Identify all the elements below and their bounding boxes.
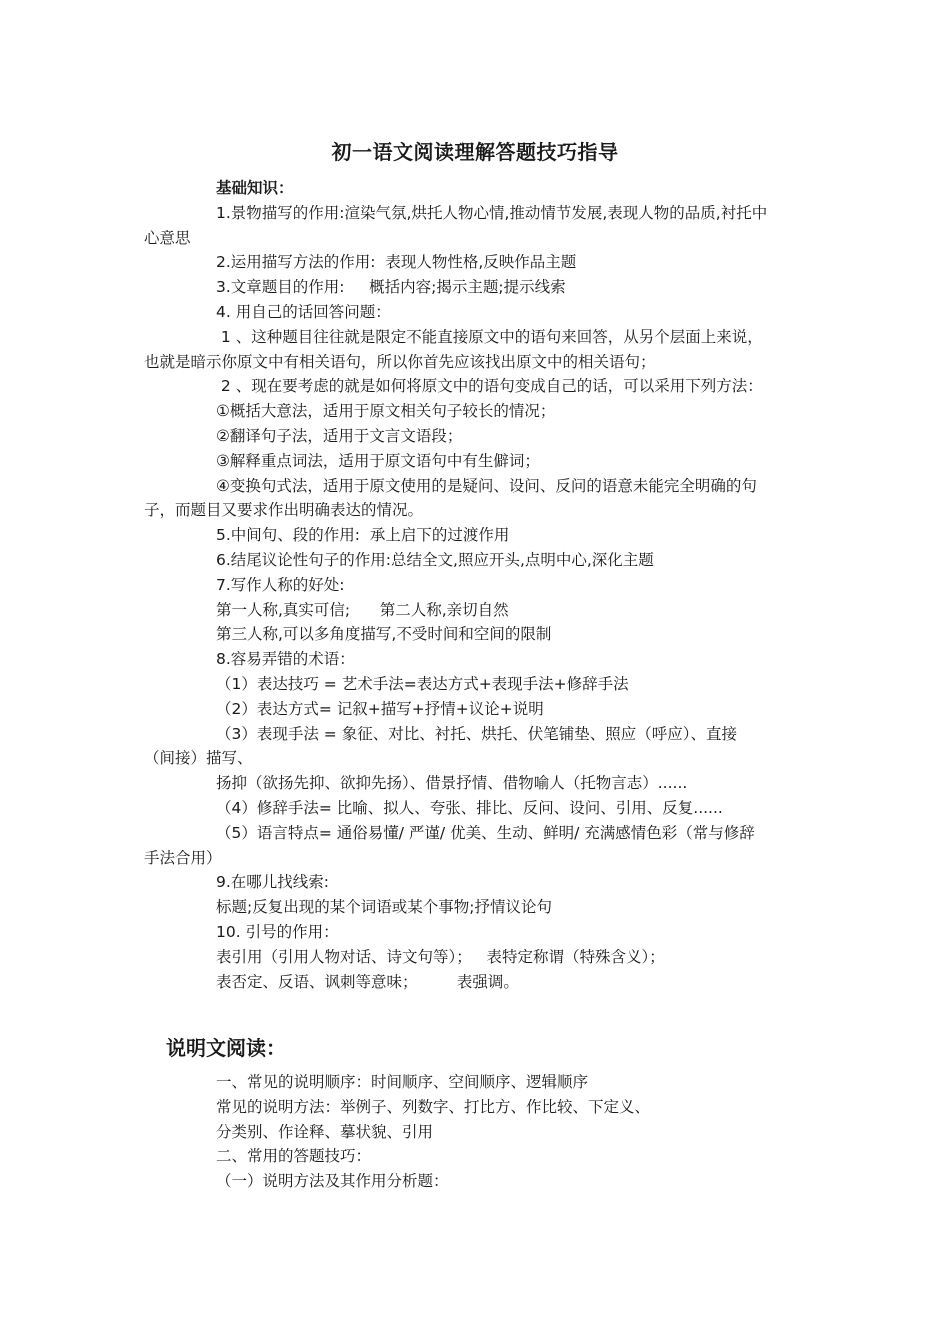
text-line: （一）说明方法及其作用分析题： bbox=[216, 1172, 449, 1191]
text-line: ④变换句式法，适用于原文使用的是疑问、设问、反问的语意未能完全明确的句 bbox=[216, 476, 757, 495]
text-line: ①概括大意法，适用于原文相关句子较长的情况； bbox=[216, 402, 556, 421]
text-line: 7.写作人称的好处: bbox=[216, 575, 345, 594]
text-line: 5.中间句、段的作用: 承上启下的过渡作用 bbox=[216, 526, 510, 545]
text-line: （3）表现手法 = 象征、对比、衬托、烘托、伏笔铺垫、照应（呼应）、直接 bbox=[216, 724, 737, 743]
text-line: 6.结尾议论性句子的作用:总结全文,照应开头,点明中心,深化主题 bbox=[216, 550, 654, 569]
text-line: 常见的说明方法：举例子、列数字、打比方、作比较、下定义、 bbox=[216, 1097, 651, 1116]
text-line: 一、常见的说明顺序：时间顺序、空间顺序、逻辑顺序 bbox=[216, 1073, 589, 1091]
text-line: 2.运用描写方法的作用: 表现人物性格,反映作品主题 bbox=[216, 253, 577, 272]
text-line: ③解释重点词法，适用于原文语句中有生僻词； bbox=[216, 451, 540, 470]
basic-knowledge-section bbox=[144, 176, 814, 994]
text-line: 分类别、作诠释、摹状貌、引用 bbox=[216, 1122, 434, 1141]
text-line: 扬抑（欲扬先抑、欲抑先扬）、借景抒情、借物喻人（托物言志）...... bbox=[216, 774, 688, 793]
text-line: 第一人称,真实可信; 第二人称,亲切自然 bbox=[216, 600, 509, 619]
text-line: 基础知识： bbox=[216, 179, 294, 197]
text-line: 1.景物描写的作用:渲染气氛,烘托人物心情,推动情节发展,表现人物的品质,衬托中 bbox=[216, 203, 768, 222]
text-line: （2）表达方式= 记叙+描写+抒情+议论+说明 bbox=[216, 699, 544, 718]
text-line: （1）表达技巧 = 艺术手法=表达方式+表现手法+修辞手法 bbox=[216, 674, 629, 693]
text-line: 9.在哪儿找线索: bbox=[216, 873, 330, 892]
text-line: （4）修辞手法= 比喻、拟人、夸张、排比、反问、设问、引用、反复...... bbox=[216, 798, 723, 817]
text-line: 2 、现在要考虑的就是如何将原文中的语句变成自己的话，可以采用下列方法： bbox=[216, 377, 763, 396]
text-line: （间接）描写、 bbox=[144, 749, 253, 768]
text-line: 10. 引号的作用： bbox=[216, 922, 339, 941]
text-line: 1 、这种题目往往就是限定不能直接原文中的语句来回答，从另个层面上来说， bbox=[216, 327, 763, 346]
section-heading-expository: 说明文阅读： bbox=[166, 1036, 286, 1060]
text-line: 表否定、反语、讽刺等意味； 表强调。 bbox=[216, 972, 519, 991]
text-line: 也就是暗示你原文中有相关语句，所以你首先应该找出原文中的相关语句； bbox=[144, 352, 656, 371]
text-line: ②翻译句子法，适用于文言文语段； bbox=[216, 426, 463, 445]
text-line: 3.文章题目的作用: 概括内容;揭示主题;提示线索 bbox=[216, 278, 566, 297]
text-line: 子，而题目又要求作出明确表达的情况。 bbox=[144, 501, 424, 520]
text-line: （5）语言特点= 通俗易懂/ 严谨/ 优美、生动、鲜明/ 充满感情色彩（常与修辞 bbox=[216, 823, 755, 842]
text-line: 标题;反复出现的某个词语或某个事物;抒情议论句 bbox=[216, 898, 552, 917]
text-line: 心意思 bbox=[144, 228, 191, 247]
text-line: 4. 用自己的话回答问题： bbox=[216, 302, 391, 321]
text-line: 二、常用的答题技巧： bbox=[216, 1147, 372, 1166]
text-line: 第三人称,可以多角度描写,不受时间和空间的限制 bbox=[216, 625, 552, 644]
text-line: 手法合用） bbox=[144, 848, 222, 867]
page-title: 初一语文阅读理解答题技巧指导 bbox=[331, 140, 619, 164]
expository-reading-section bbox=[144, 1070, 814, 1194]
text-line: 表引用（引用人物对话、诗文句等）； 表特定称谓（特殊含义）； bbox=[216, 947, 665, 966]
text-line: 8.容易弄错的术语： bbox=[216, 650, 355, 669]
